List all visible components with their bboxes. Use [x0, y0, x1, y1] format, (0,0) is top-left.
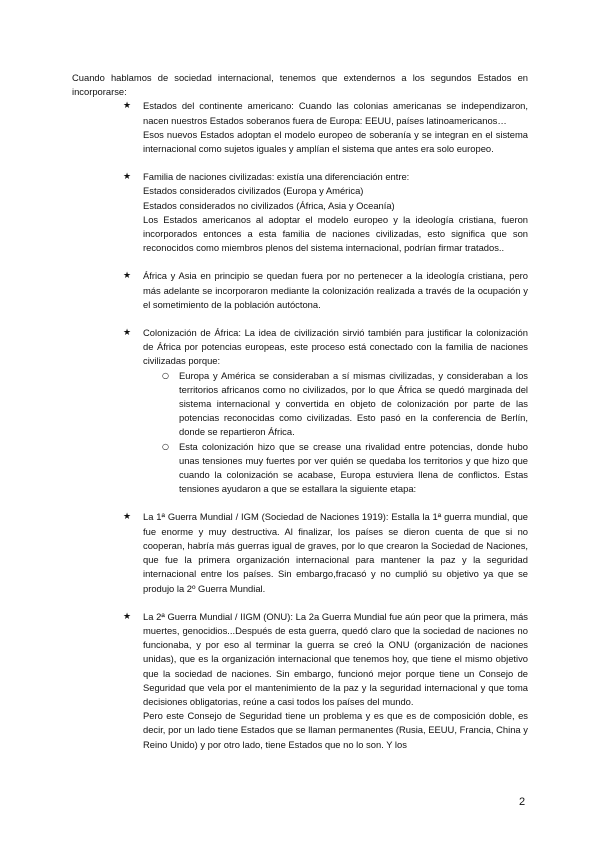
document-page — [72, 71, 528, 766]
circle-bullet-icon: ○ — [162, 441, 169, 451]
page-number: 2 — [519, 796, 526, 808]
sub-item-paragraph: Europa y América se consideraban a sí mismas civilizadas, y consideraban a los territorios africanos como no civilizados, por lo que África se quedó marginada del sistema internacional y convertida en objeto de colonización por parte de las potencias reconocidas como civilizadas. Esto pasó en la conferencia de Berlín, donde se repartieron África. — [179, 369, 528, 438]
list-item — [72, 610, 528, 752]
list-item — [72, 510, 528, 595]
item-paragraph: Los Estados americanos al adoptar el modelo europeo y la ideología cristiana, fueron incorporados entonces a esta familia de naciones civilizadas, esto significa que son reconocidos como miembros plenos del sistema internacional, podrían firmar tratados.. — [143, 213, 528, 254]
star-bullet-icon: ★ — [123, 328, 132, 339]
item-paragraph: Colonización de África: La idea de civilización sirvió también para justificar la colonización de África por potencias europeas, este proceso está conectado con la familia de naciones civilizadas porque: — [143, 327, 528, 367]
item-paragraph: África y Asia en principio se quedan fuera por no pertenecer a la ideología cristiana, pero más adelante se incorporaron mediante la colonización realizada a través de la ocupación y el sometimiento de la población autóctona. — [143, 270, 528, 310]
bullet-list — [72, 99, 528, 751]
star-bullet-icon: ★ — [123, 101, 132, 112]
star-bullet-icon: ★ — [123, 172, 132, 183]
sub-list-item — [143, 369, 528, 440]
list-item — [72, 170, 528, 255]
star-bullet-icon: ★ — [123, 611, 132, 622]
item-paragraph: Estados considerados no civilizados (África, Asia y Oceanía) — [143, 199, 395, 211]
item-paragraph: La 1ª Guerra Mundial / IGM (Sociedad de Naciones 1919): Estalla la 1ª guerra mundial, que fue enorme y muy destructiva. Al finalizar, los países se dieron cuenta de que si no cooperan, habría más guerras igual de graves, por lo que crearon la Sociedad de Naciones, que fue la primera organización internacional para mantener la paz y la seguridad internacional entre los países. Sin embargo,fracasó y no cumplió su objetivo ya que se produjo la 2º Guerra Mundial. — [143, 511, 528, 594]
sub-list-item — [143, 440, 528, 497]
list-item — [72, 326, 528, 496]
list-item — [72, 269, 528, 312]
item-paragraph: Estados considerados civilizados (Europa y América) — [143, 185, 364, 197]
circle-bullet-icon: ○ — [162, 370, 169, 380]
sub-bullet-list — [143, 369, 528, 497]
intro-paragraph: Cuando hablamos de sociedad internacional, tenemos que extendernos a los segundos Estados en incorporarse: — [72, 72, 528, 98]
item-paragraph: Estados del continente americano: Cuando las colonias americanas se independizaron, nacen nuestros Estados soberanos fuera de Europa: EEUU, países latinoamericanos… — [143, 100, 528, 126]
sub-item-paragraph: Esta colonización hizo que se crease una rivalidad entre potencias, donde hubo unas tensiones muy fuertes por ver quién se quedaba los territorios y que hizo que cuando la colonización se acabase, Europa estuviera llena de conflictos. Estas tensiones ayudaron a que se estallara la siguiente etapa: — [179, 440, 528, 495]
item-paragraph: Pero este Consejo de Seguridad tiene un problema y es que es de composición doble, es decir, por un lado tiene Estados que se llaman permanentes (Rusia, EEUU, Francia, China y Reino Unido) y por otro lado, tiene Estados que no lo son. Y los — [143, 710, 528, 750]
item-paragraph: Familia de naciones civilizadas: existía una diferenciación entre: — [143, 171, 410, 183]
item-paragraph: La 2ª Guerra Mundial / IIGM (ONU): La 2a Guerra Mundial fue aún peor que la primera, más muertes, genocidios...Después de esta guerra, quedó claro que la sociedad de naciones no funcionaba, y por eso al terminar la guerra se creó la ONU (organización de naciones unidas), que es la organización internacional que tenemos hoy, que tiene el mismo objetivo que la sociedad de naciones. Sin embargo, funcionó mejor porque tiene un Consejo de Seguridad que vela por el mantenimiento de la paz y la seguridad internacional y que toma decisiones obligatorias, reúne a casi todos los países del mundo. — [143, 610, 528, 707]
star-bullet-icon: ★ — [123, 512, 132, 523]
list-item — [72, 99, 528, 156]
item-paragraph: Esos nuevos Estados adoptan el modelo europeo de soberanía y se integran en el sistema internacional como sujetos iguales y amplían el sistema que antes era solo europeo. — [143, 128, 528, 155]
star-bullet-icon: ★ — [123, 271, 132, 282]
